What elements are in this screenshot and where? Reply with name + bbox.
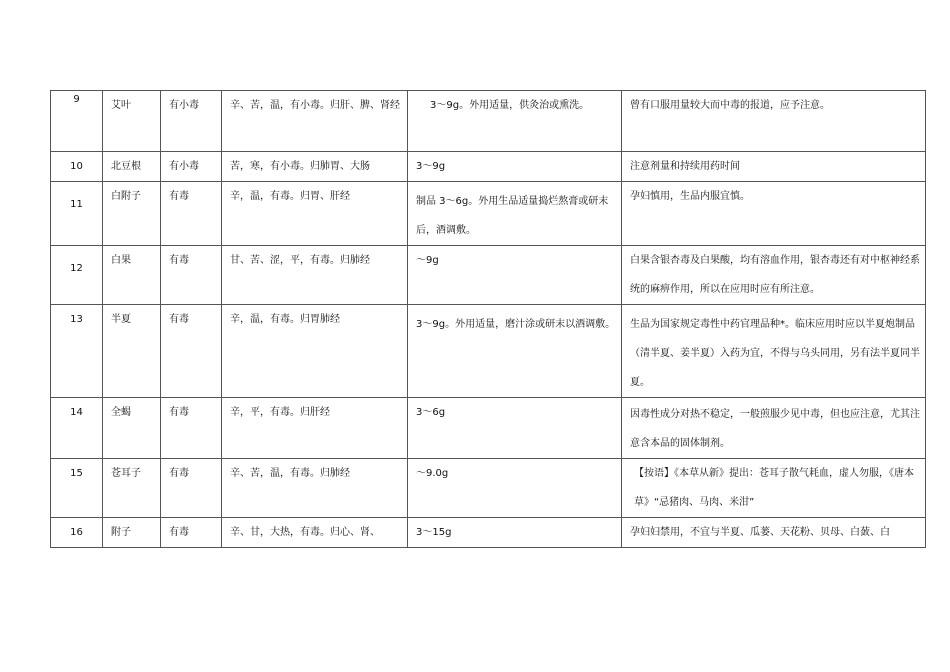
notes: 因毒性成分对热不稳定，一般煎服少见中毒，但也应注意，尤其注意含本品的固体制剂。 [622, 398, 926, 459]
dosage: 3～15g [408, 518, 622, 548]
properties: 辛，平，有毒。归肝经 [222, 398, 408, 459]
row-number: 14 [51, 398, 103, 459]
dosage: 3～9g。外用适量，磨汁涂或研末以酒调敷。 [408, 305, 622, 398]
table-row [51, 518, 926, 548]
notes: 孕妇妇禁用，不宜与半夏、瓜蒌、天花粉、贝母、白蔹、白 [622, 518, 926, 548]
notes: 曾有口服用量较大而中毒的报道，应予注意。 [622, 91, 926, 152]
table-row [51, 152, 926, 182]
properties: 辛、苦，温，有小毒。归肝、脾、肾经 [222, 91, 408, 152]
toxicity: 有小毒 [161, 91, 222, 152]
properties: 辛、苦，温，有毒。归肺经 [222, 459, 408, 518]
table-row [51, 398, 926, 459]
herb-name: 苍耳子 [103, 459, 161, 518]
notes: 生品为国家规定毒性中药官理品种*。临床应用时应以半夏炮制品（清半夏、姜半夏）入药为宜，不得与乌头同用，另有法半夏同半夏。 [622, 305, 926, 398]
herb-name: 艾叶 [103, 91, 161, 152]
dosage: ～9.0g [408, 459, 622, 518]
dosage: 3～6g [408, 398, 622, 459]
notes: 白果含银杏毒及白果酸，均有溶血作用，银杏毒还有对中枢神经系统的麻痹作用，所以在应用时应有所注意。 [622, 246, 926, 305]
row-number: 11 [51, 182, 103, 246]
notes: 注意剂量和持续用药时间 [622, 152, 926, 182]
row-number: 10 [51, 152, 103, 182]
toxicity: 有小毒 [161, 152, 222, 182]
properties: 辛，温，有毒。归胃、肝经 [222, 182, 408, 246]
herb-name: 北豆根 [103, 152, 161, 182]
toxicity: 有毒 [161, 518, 222, 548]
table-row [51, 305, 926, 398]
properties: 甘、苦、涩，平，有毒。归肺经 [222, 246, 408, 305]
properties: 辛、甘，大热，有毒。归心、肾、 [222, 518, 408, 548]
dosage: 3～9g [408, 152, 622, 182]
notes: 【按语】《本草从新》提出：苍耳子散气耗血，虚人勿服，《唐本草》“忌猪肉、马肉、米泔” [622, 459, 926, 518]
dosage: 制品 3～6g。外用生品适量捣烂熬膏或研末后，酒调敷。 [408, 182, 622, 246]
toxicity: 有毒 [161, 305, 222, 398]
table-row [51, 459, 926, 518]
herb-name: 白果 [103, 246, 161, 305]
toxicity: 有毒 [161, 182, 222, 246]
herb-toxicity-table [50, 90, 926, 548]
row-number: 13 [51, 305, 103, 398]
herb-name: 白附子 [103, 182, 161, 246]
toxicity: 有毒 [161, 246, 222, 305]
properties: 辛，温，有毒。归胃肺经 [222, 305, 408, 398]
row-number: 15 [51, 459, 103, 518]
table-row [51, 246, 926, 305]
toxicity: 有毒 [161, 459, 222, 518]
herb-name: 半夏 [103, 305, 161, 398]
dosage: ～9g [408, 246, 622, 305]
toxicity: 有毒 [161, 398, 222, 459]
row-number: 12 [51, 246, 103, 305]
properties: 苦，寒，有小毒。归肺胃、大肠 [222, 152, 408, 182]
table-row [51, 91, 926, 152]
row-number: 16 [51, 518, 103, 548]
notes: 孕妇慎用，生品内服宜慎。 [622, 182, 926, 246]
row-number: 9 [51, 91, 103, 152]
dosage: 3～9g。外用适量，供灸治或熏洗。 [408, 91, 622, 152]
table-row [51, 182, 926, 246]
herb-name: 全蝎 [103, 398, 161, 459]
herb-name: 附子 [103, 518, 161, 548]
